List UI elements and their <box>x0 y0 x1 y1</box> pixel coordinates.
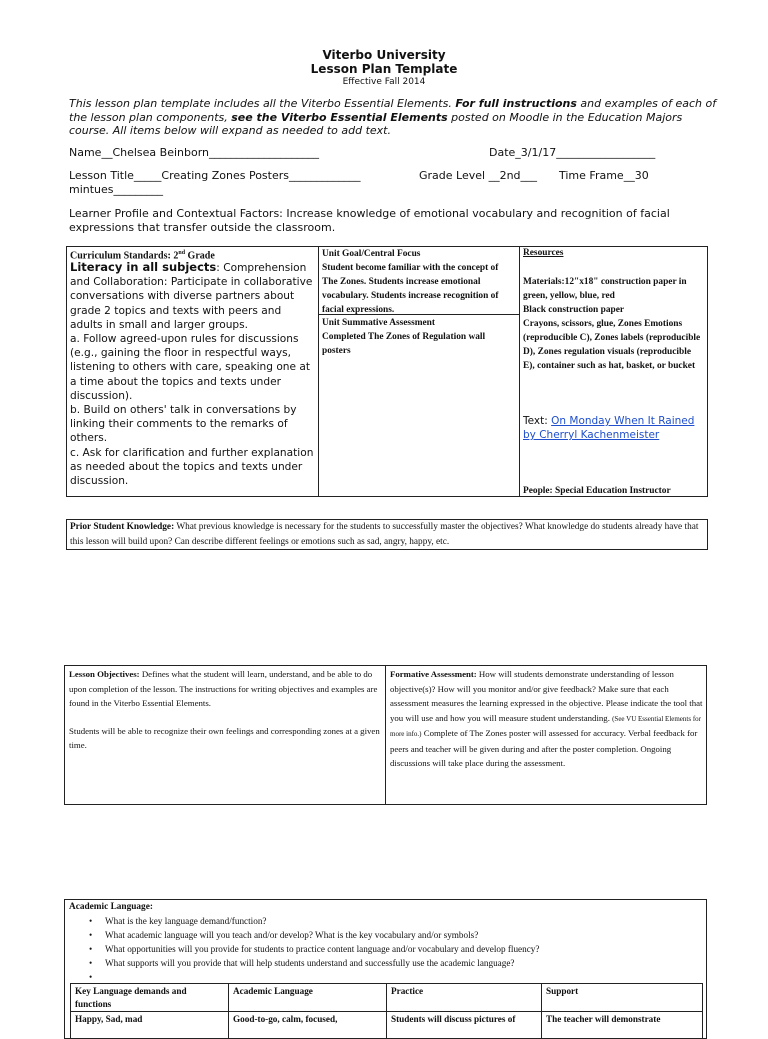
literacy-text: : Comprehension and Collaboration: Participate in collaborative conversations with diverse partners about grade 2 topics and texts with peers and adults in small and larger groups. <box>70 262 313 331</box>
formative-note: (See VU Essential Elements for more info.) <box>390 714 701 738</box>
summative-header: Unit Summative Assessment <box>322 318 436 328</box>
objectives-text: Defines what the student will learn, understand, and be able to do upon completion of the lesson. The instructions for writing objectives and examples are found in the Viterbo Essential Elements. <box>69 669 378 708</box>
table-divider <box>385 665 386 805</box>
column-header-support: Support <box>546 986 579 996</box>
name-field: Name__Chelsea Beinborn____________________ <box>69 146 320 159</box>
resources-header: Resources <box>523 248 564 258</box>
resources-people: People: Special Education Instructor <box>523 486 671 496</box>
intro-text-5: posted on Moodle in the Education Majors course. All items below will expand as needed to add text. <box>69 110 683 137</box>
intro-paragraph <box>69 97 719 138</box>
column-header-key-language: Key Language demands and functions <box>75 986 187 1009</box>
unit-goal-text: Student become familiar with the concept of The Zones. Students increase emotional vocabulary. Students increase recognition of facial expressions. <box>322 263 499 315</box>
template-title: Lesson Plan Template <box>310 62 458 76</box>
curriculum-header-text: Curriculum Standards: 2 <box>70 250 179 262</box>
summative-assessment-cell <box>322 316 516 358</box>
formative-label: Formative Assessment: <box>390 669 477 679</box>
time-frame-continued: mintues_________ <box>69 183 164 196</box>
curriculum-header-sup: nd <box>178 250 186 256</box>
curriculum-standards-content <box>70 260 314 488</box>
objectives-description <box>69 667 381 711</box>
table-cell: Good-to-go, calm, focused, <box>233 1014 338 1024</box>
table-cell: Happy, Sad, mad <box>75 1014 143 1024</box>
book-link[interactable]: On Monday When It Rained by Cherryl Kachenmeister <box>523 415 695 441</box>
question-item: • What academic language will you teach and/or develop? What is the key vocabulary and/or symbols? <box>105 928 735 942</box>
grade-level-field: Grade Level __2nd___ <box>419 169 538 182</box>
literacy-paragraph <box>70 260 314 332</box>
resources-text <box>523 414 705 442</box>
unit-goal-cell <box>322 247 516 317</box>
table-divider <box>70 1011 703 1012</box>
column-header-practice: Practice <box>391 986 424 996</box>
standard-item-a: a. Follow agreed-upon rules for discussions (e.g., gaining the floor in respectful ways, listening to others with care, speaking one at a time about the topics and texts under discussion). <box>70 333 311 402</box>
standard-item-b: b. Build on others' talk in conversations by linking their comments to the remarks of others. <box>70 404 297 445</box>
text-label: Text: <box>523 415 552 427</box>
question-item: • What opportunities will you provide for students to practice content language and/or vocabulary and develop fluency? <box>105 942 735 956</box>
academic-language-label: Academic Language: <box>69 902 153 912</box>
prior-knowledge-body: What previous knowledge is necessary for the students to successfully master the objectives? What knowledge do students already have that this lesson will build upon? Can describe different feelings or emotions such as sad, angry, happy, etc. <box>70 522 699 547</box>
objectives-label: Lesson Objectives: <box>69 669 140 679</box>
university-name: Viterbo University <box>322 48 446 62</box>
lesson-title-field: Lesson Title_____Creating Zones Posters_____________ <box>69 169 361 182</box>
time-frame-field: Time Frame__30 <box>559 169 649 182</box>
question-item <box>105 970 735 984</box>
question-item: • What is the key language demand/function? <box>105 914 735 928</box>
materials-text: Materials:12"x18" construction paper in green, yellow, blue, red <box>523 277 687 301</box>
table-divider <box>318 246 319 497</box>
unit-goal-header: Unit Goal/Central Focus <box>322 249 421 259</box>
standard-item-c: c. Ask for clarification and further explanation as needed about the topics and texts under discussion. <box>70 446 314 488</box>
intro-text-1: This lesson plan template includes all the Viterbo Essential Elements. <box>69 97 456 110</box>
summative-text: Completed The Zones of Regulation wall posters <box>322 332 486 356</box>
literacy-heading: Literacy in all subjects <box>70 260 217 274</box>
table-divider <box>519 246 520 497</box>
black-paper-text: Black construction paper <box>523 305 625 315</box>
column-header-academic-language: Academic Language <box>233 986 313 996</box>
supplies-text: Crayons, scissors, glue, Zones Emotions (reproducible C), Zones labels (reproducible D), Zones regulation visuals (reproducible E), container such as hat, basket, or bucket <box>523 319 701 371</box>
date-field: Date_3/1/17__________________ <box>489 146 656 159</box>
formative-text: How will students demonstrate understanding of lesson objective(s)? How will you monitor and/or give feedback? Make sure that each assessment measures the learning expressed in the objective. Please indicate the tool that you will use and how you will measure student understanding. <box>390 669 703 723</box>
formative-text-2: Complete of The Zones poster will assessed for accuracy. Verbal feedback for peers and teacher will be given during and after the poster completion. Ongoing discussions will take place during the assessment. <box>390 728 698 768</box>
prior-knowledge-label: Prior Student Knowledge: <box>70 522 175 532</box>
formative-assessment-cell <box>390 667 704 771</box>
question-item: • What supports will you provide that will help students understand and successfully use the academic language? <box>105 956 735 970</box>
learner-profile: Learner Profile and Contextual Factors: Increase knowledge of emotional vocabulary and recognition of facial expressions that transfer outside the classroom. <box>69 207 670 234</box>
student-objective: Students will be able to recognize their own feelings and corresponding zones at a given time. <box>69 725 380 750</box>
intro-text-2: For full instructions <box>455 97 577 110</box>
intro-text-4: see the Viterbo Essential Elements <box>231 110 448 124</box>
table-cell: The teacher will demonstrate <box>546 1014 661 1024</box>
table-cell: Students will discuss pictures of <box>391 1014 516 1024</box>
intro-text-3: and examples of each of the lesson plan components, <box>69 97 717 124</box>
lesson-objectives-cell <box>69 667 381 753</box>
resources-materials <box>523 275 705 373</box>
curriculum-header-grade: Grade <box>185 250 215 262</box>
effective-date: Effective Fall 2014 <box>342 77 426 87</box>
prior-knowledge-text <box>70 520 706 549</box>
academic-language-questions <box>69 914 735 984</box>
